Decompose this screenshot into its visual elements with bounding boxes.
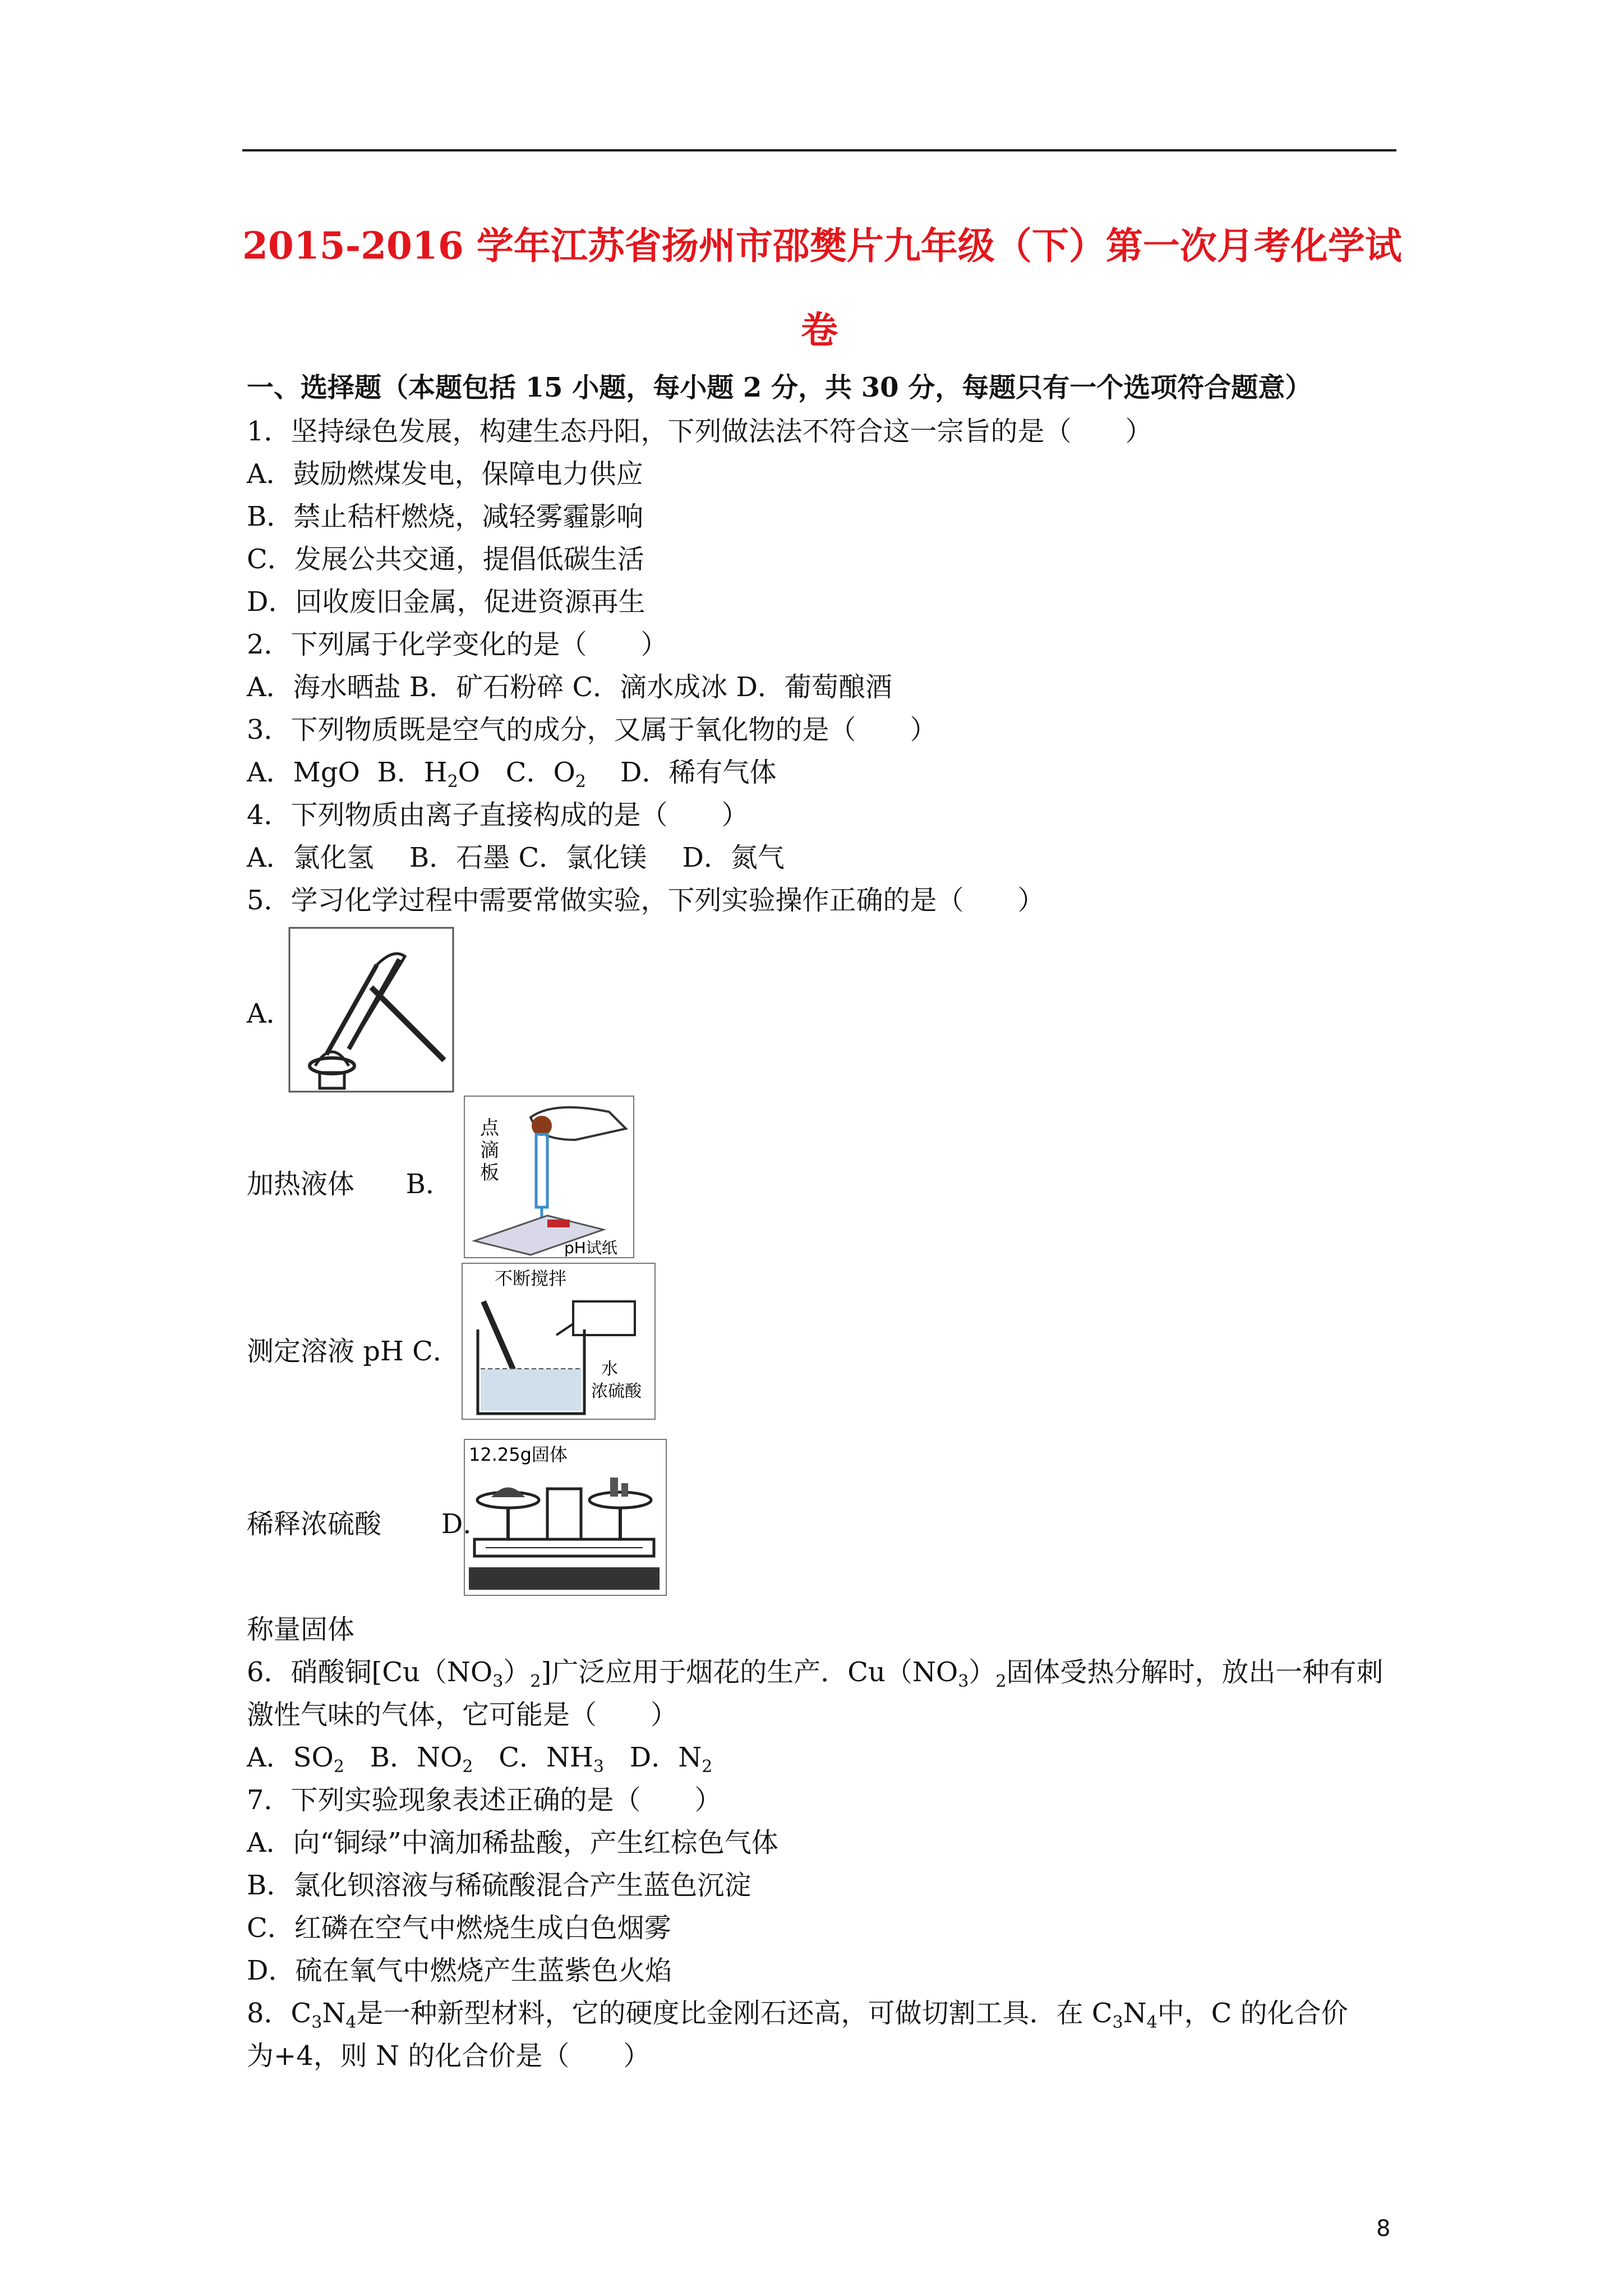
q7-option-b: B．氯化钡溶液与稀硫酸混合产生蓝色沉淀 <box>247 1870 751 1901</box>
q5-stem: 5．学习化学过程中需要常做实验，下列实验操作正确的是（ ） <box>247 885 1045 916</box>
q2-stem: 2．下列属于化学变化的是（ ） <box>247 629 668 660</box>
section-heading: 一、选择题（本题包括 15 小题，每小题 2 分，共 30 分，每题只有一个选项符合题意） <box>247 372 1312 403</box>
q7-option-c: C．红磷在空气中燃烧生成白色烟雾 <box>247 1912 671 1944</box>
header-rule <box>242 149 1396 151</box>
q1-option-d: D．回收废旧金属，促进资源再生 <box>247 586 645 618</box>
svg-text:滴: 滴 <box>480 1139 499 1162</box>
q7-option-d: D．硫在氧气中燃烧产生蓝紫色火焰 <box>247 1955 672 1986</box>
svg-text:不断搅拌: 不断搅拌 <box>495 1268 567 1289</box>
page-number: 8 <box>1376 2216 1391 2242</box>
q2-options: A．海水晒盐 B．矿石粉碎 C．滴水成冰 D．葡萄酿酒 <box>247 671 892 703</box>
figure-weigh-solid <box>463 1438 667 1596</box>
q8-stem-line1: 8．$C_3N_4$是一种新型材料，它的硬度比金刚石还高，可做切割工具．在 $C_3N_4$中，C 的化合价 <box>247 1998 1348 2032</box>
q3-options: A．MgO B．$H_2O$ C．$O_2$ D．稀有气体 <box>247 757 777 792</box>
q4-stem: 4．下列物质由离子直接构成的是（ ） <box>247 799 749 831</box>
q1-option-c: C．发展公共交通，提倡低碳生活 <box>247 544 644 575</box>
svg-text:点: 点 <box>480 1117 499 1139</box>
figure-heating-liquid <box>287 926 455 1094</box>
q7-stem: 7．下列实验现象表述正确的是（ ） <box>247 1784 722 1816</box>
q5-caption-d: 称量固体 <box>247 1614 355 1645</box>
svg-text:pH试纸: pH试纸 <box>564 1239 617 1257</box>
figure-ph-test <box>463 1095 635 1259</box>
q4-options: A．氯化氢 B．石墨 C．氯化镁 D．氮气 <box>247 842 785 873</box>
svg-text:浓硫酸: 浓硫酸 <box>591 1382 642 1401</box>
q3-stem: 3．下列物质既是空气的成分，又属于氧化物的是（ ） <box>247 714 937 746</box>
figure-dilute-acid <box>461 1262 656 1420</box>
q1-option-b: B．禁止秸杆燃烧，减轻雾霾影响 <box>247 501 644 532</box>
exam-title-line1: 2015-2016 学年江苏省扬州市邵樊片九年级（下）第一次月考化学试 <box>242 224 1402 268</box>
svg-text:水: 水 <box>601 1359 618 1379</box>
svg-text:板: 板 <box>480 1162 499 1184</box>
q1-stem: 1．坚持绿色发展，构建生态丹阳，下列做法法不符合这一宗旨的是（ ） <box>247 416 1152 447</box>
q5-caption-a: 加热液体 B． <box>247 1168 453 1200</box>
q5-caption-b: 测定溶液 pH C． <box>247 1336 460 1367</box>
q8-stem-line2: 为+4，则 N 的化合价是（ ） <box>247 2040 651 2072</box>
q5-label-a: A． <box>247 998 293 1029</box>
q6-options: A．$SO_2$ B．$NO_2$ C．$NH_3$ D．$N_2$ <box>247 1742 713 1777</box>
q6-stem-line1: 6．硝酸铜$[Cu(NO_3)_2]$广泛应用于烟花的生产．$Cu(NO_3)_2$固体受热分解时，放出一种有刺 <box>247 1657 1384 1691</box>
q1-option-a: A．鼓励燃煤发电，保障电力供应 <box>247 458 643 490</box>
q7-option-a: A．向“铜绿”中滴加稀盐酸，产生红棕色气体 <box>247 1827 778 1858</box>
q6-stem-line2: 激性气味的气体，它可能是（ ） <box>247 1699 678 1731</box>
exam-title-line2: 卷 <box>801 308 838 352</box>
q5-caption-c: 稀释浓硫酸 D． <box>247 1508 490 1540</box>
svg-text:12.25g固体: 12.25g固体 <box>469 1444 568 1465</box>
